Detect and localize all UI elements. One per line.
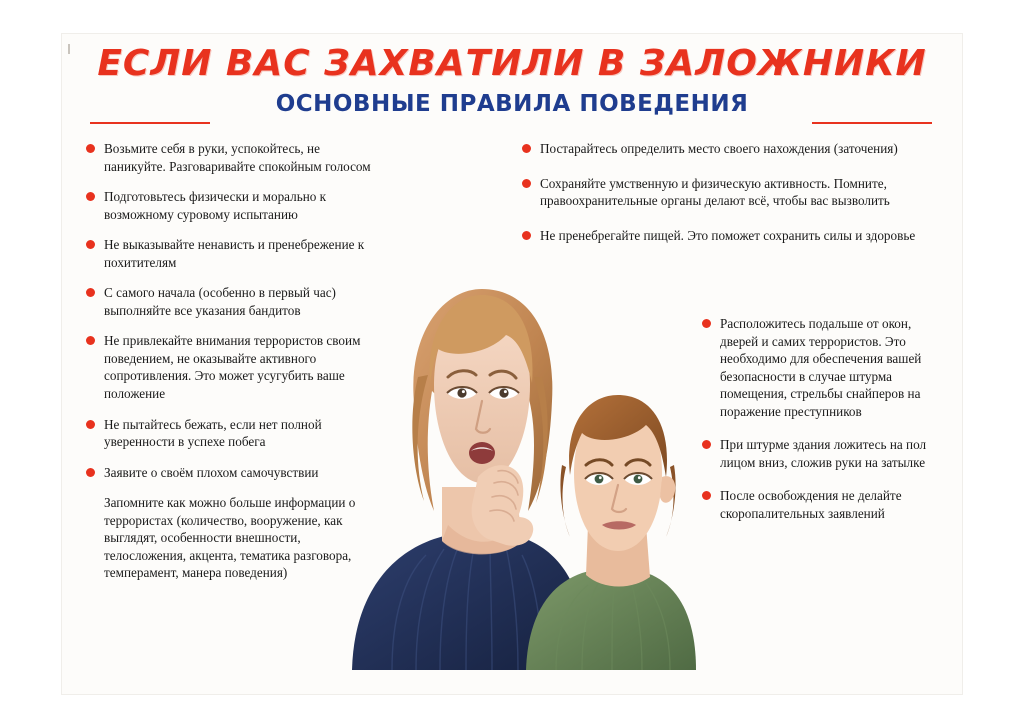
list-item: Подготовьтесь физически и морально к возможному суровому испытанию — [84, 188, 384, 223]
two-hostages-illustration — [330, 225, 700, 670]
list-item: Не пренебрегайте пищей. Это поможет сохранить силы и здоровье — [520, 227, 920, 245]
page-title: ЕСЛИ ВАС ЗАХВАТИЛИ В ЗАЛОЖНИКИ — [97, 43, 927, 84]
divider-left — [90, 122, 210, 124]
list-item: Не пытайтесь бежать, если нет полной уверенности в успехе побега — [84, 416, 384, 451]
poster-header — [62, 44, 962, 117]
list-item: При штурме здания ложитесь на пол лицом вниз, сложив руки на затылке — [700, 436, 932, 471]
bullet-column-middle-top — [520, 140, 920, 261]
list-item: Постарайтесь определить место своего нахождения (заточения) — [520, 140, 920, 158]
divider-right — [812, 122, 932, 124]
list-item: С самого начала (особенно в первый час) выполняйте все указания бандитов — [84, 284, 384, 319]
page-subtitle: ОСНОВНЫЕ ПРАВИЛА ПОВЕДЕНИЯ — [275, 90, 749, 117]
list-item: Запомните как можно больше информации о террористах (количество, вооружение, как выглядят, особенности внешности, телосложения, акцента, тематика разговора, темперамент, манера поведения) — [104, 495, 356, 581]
list-item: Сохраняйте умственную и физическую активность. Помните, правоохранительные органы делают всё, чтобы вас вызволить — [520, 175, 920, 210]
list-item: Не выказывайте ненависть и пренебрежение к похитителям — [84, 236, 384, 271]
bullet-column-left — [84, 140, 384, 595]
list-item: После освобождения не делайте скоропалительных заявлений — [700, 487, 932, 522]
list-item: Заявите о своём плохом самочувствии — [84, 464, 384, 482]
list-item: Не привлекайте внимания террористов своим поведением, не оказывайте активного сопротивления. Это может усугубить ваше положение — [84, 332, 384, 402]
bullet-column-right-bottom — [700, 315, 932, 538]
list-item: Возьмите себя в руки, успокойтесь, не паникуйте. Разговаривайте спокойным голосом — [84, 140, 384, 175]
list-item: Расположитесь подальше от окон, дверей и самих террористов. Это необходимо для обеспечения вашей безопасности в случае штурма помещения, стрельбы снайперов на поражение преступников — [700, 315, 932, 420]
